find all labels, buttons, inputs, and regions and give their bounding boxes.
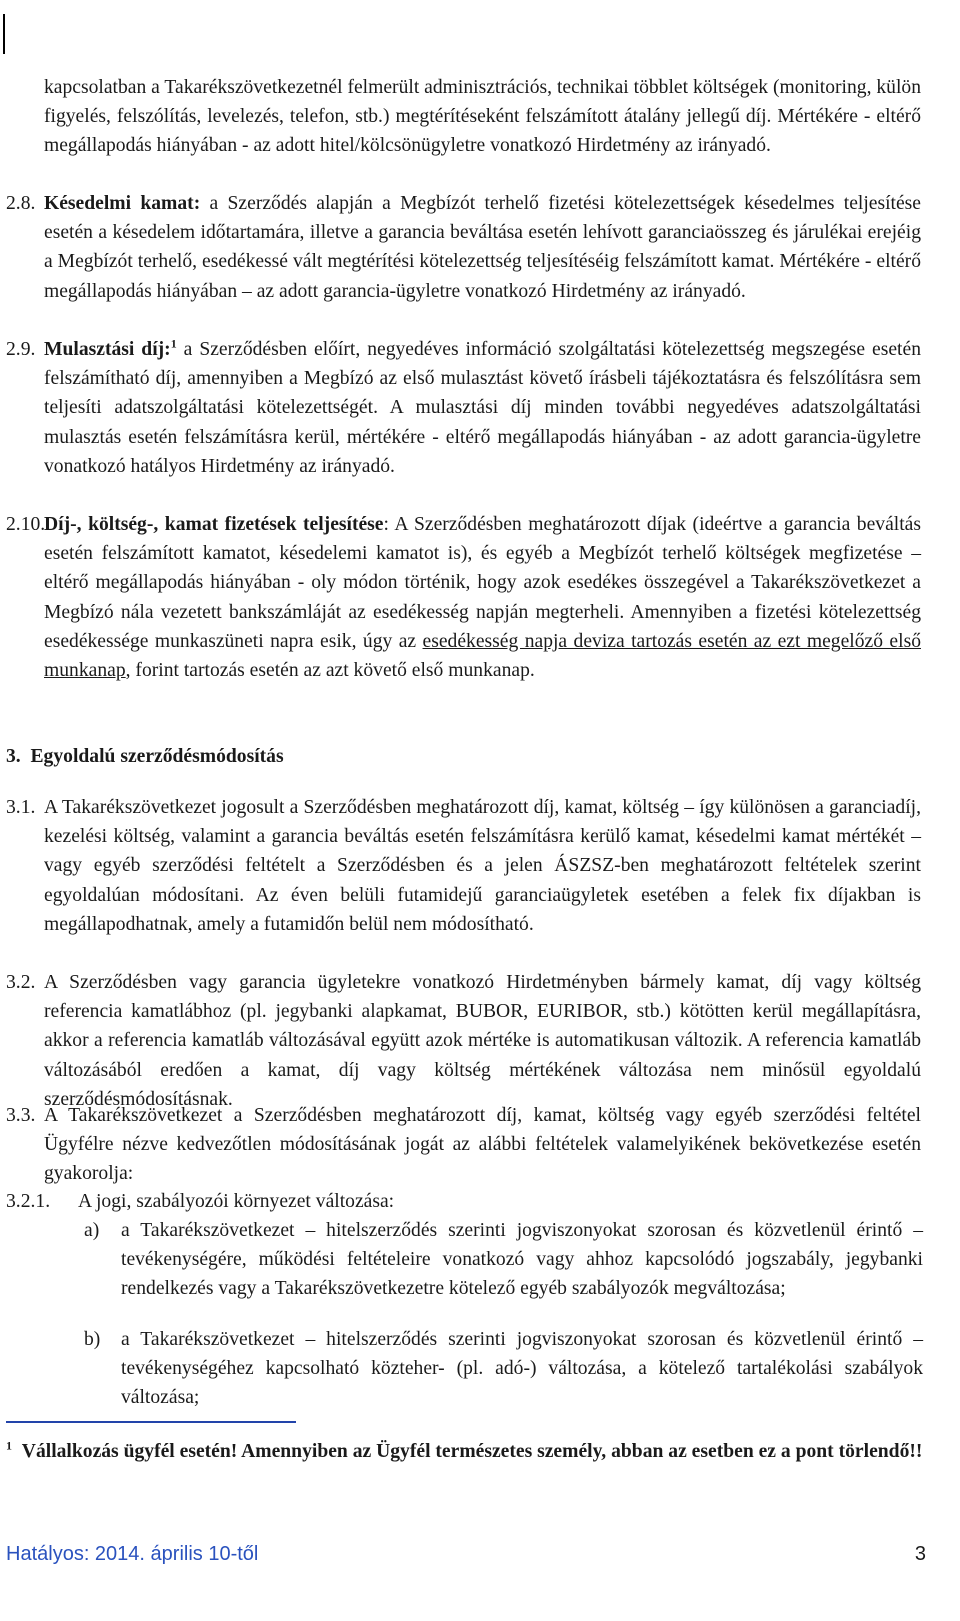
list-item-label: b)	[84, 1329, 101, 1350]
section-2-8-term: Késedelmi kamat:	[44, 193, 201, 214]
section-2-10-text-end: , forint tartozás esetén az azt követő első munkanap.	[125, 660, 535, 682]
section-number-2-8: 2.8.	[6, 193, 36, 214]
section-number-3-3: 3.3.	[6, 1105, 36, 1126]
section-2-9-text: a Szerződésben előírt, negyedéves információ szolgáltatási kötelezettség megszegése esetén felszámítható díj, amennyiben a Megbízó az első mulasztást követő írásbeli tájékoztatásra és felszólításra sem teljesíti adatszolgáltatási kötelezettségét. A mulasztási díj minden további negyedéves adatszolgáltatási mulasztás esetén felszámításra kerül, mértékére - eltérő megállapodás hiányában - az adott garancia-ügyletre vonatkozó hatályos Hirdetmény az irányadó.	[44, 339, 921, 477]
section-2-9-paragraph	[44, 335, 921, 481]
footnote-reference: 1	[170, 336, 177, 351]
section-2-10-term: Díj-, költség-, kamat fizetések teljesítése	[44, 514, 384, 535]
section-3-3-paragraph: A Takarékszövetkezet a Szerződésben meghatározott díj, kamat, költség vagy egyéb szerződési feltétel Ügyfélre nézve kedvezőtlen módosításának jogát az alábbi feltételek valamelyikének bekövetkezése esetén gyakorolja:	[44, 1105, 921, 1185]
section-number-3-2-1: 3.2.1.	[6, 1191, 51, 1212]
section-2-10-underlined: esedékesség napja deviza tartozás esetén az ezt megelőző első munkanap	[44, 630, 921, 682]
continuation-paragraph: kapcsolatban a Takarékszövetkezetnél felmerült adminisztrációs, technikai többlet költségek (monitoring, külön figyelés, felszólítás, levelezés, telefon, stb.) megtérítéseként felszámított átalány jellegű díj. Mértékére - eltérő megállapodás hiányában - az adott hitel/kölcsönügyletre vonatkozó Hirdetmény az irányadó.	[44, 77, 921, 157]
list-item-label: a)	[84, 1220, 100, 1241]
footnote	[6, 1437, 924, 1466]
section-3-2-1-text: A jogi, szabályozói környezet változása:	[78, 1191, 395, 1212]
section-3-2-paragraph: A Szerződésben vagy garancia ügyletekre vonatkozó Hirdetményben bármely kamat, díj vagy költség referencia kamatlábhoz (pl. jegybanki alapkamat, BUBOR, EURIBOR, stb.) kötötten kerül megállapításra, akkor a referencia kamatláb változásával együtt azok mértéke is automatikusan változik. A referencia kamatláb változásából eredően a kamat, díj vagy költség mértékének változása nem minősül egyoldalú szerződésmódosításnak.	[44, 972, 921, 1110]
list-item-text: a Takarékszövetkezet – hitelszerződés szerinti jogviszonyokat szorosan és közvetlenül érintő – tevékenységére, működési feltételeire vonatkozó vagy ahhoz kapcsolódó jogszabály, jegybanki rendelkezés vagy a Takarékszövetkezetre kötelező egyéb szabályozók megváltozása;	[121, 1220, 923, 1300]
section-number-2-10: 2.10.	[6, 514, 46, 535]
footnote-separator	[6, 1421, 296, 1423]
section-2-8-text: a Szerződés alapján a Megbízót terhelő fizetési kötelezettségek késedelmes teljesítése esetén a késedelem időtartamára, illetve a garancia beváltása esetén lehívott garanciaösszeg és járulékai erejéig a Megbízót terhelő, esedékessé vált megtérítési kötelezettség teljesítéséig felszámított kamat. Mértékére - eltérő megállapodás hiányában – az adott garancia-ügyletre vonatkozó Hirdetmény az irányadó.	[44, 193, 922, 302]
section-2-9-term: Mulasztási díj:	[44, 339, 171, 360]
list-item-text: a Takarékszövetkezet – hitelszerződés szerinti jogviszonyokat szorosan és közvetlenül érintő – tevékenységéhez kapcsolható közteher- (pl. adó-) változása, a kötelező tartalékolási szabályok változása;	[121, 1329, 923, 1409]
footnote-text: Vállalkozás ügyfél esetén! Amennyiben az Ügyfél természetes személy, abban az esetben ez a pont törlendő!!	[21, 1441, 923, 1462]
margin-mark	[3, 14, 5, 54]
page-number: 3	[914, 1543, 926, 1565]
section-number-3-2: 3.2.	[6, 972, 36, 993]
footnote-mark: 1	[6, 1438, 12, 1453]
section-2-10-text: : A Szerződésben meghatározott díjak (ideértve a garancia beváltás esetén felszámított kamatot, késedelemi kamatot is), és egyéb a Megbízót terhelő költségek megfizetése – eltérő megállapodás hiányában - oly módon történik, hogy azok esedékes összegével a Takarékszövetkezet a Megbízó nála vezetett bankszámláját az esedékesség napján megterheli. Amennyiben a fizetési kötelezettség esedékessége munkaszüneti napra esik, úgy az	[44, 514, 921, 652]
section-3-1-paragraph: A Takarékszövetkezet jogosult a Szerződésben meghatározott díj, kamat, költség – így különösen a garanciadíj, kezelési költség, valamint a garancia beváltás esetén felszámításra kerülő kamat, késedelmi kamat mértékét – vagy egyéb szerződési feltételt a Szerződésben és a jelen ÁSZSZ-ben meghatározott feltételek szerint egyoldalúan módosítani. Az éven belüli futamidejű garanciaügyletek esetében a felek fix díjakban is megállapodhatnak, amely a futamidőn belül nem módosítható.	[44, 797, 921, 935]
section-3-heading: 3. Egyoldalú szerződésmódosítás	[6, 746, 284, 767]
effective-date-footer: Hatályos: 2014. április 10-től	[6, 1543, 259, 1565]
section-number-2-9: 2.9.	[6, 339, 36, 360]
section-2-10-paragraph	[44, 510, 921, 685]
section-2-8-paragraph	[44, 189, 921, 306]
section-number-3-1: 3.1.	[6, 797, 36, 818]
